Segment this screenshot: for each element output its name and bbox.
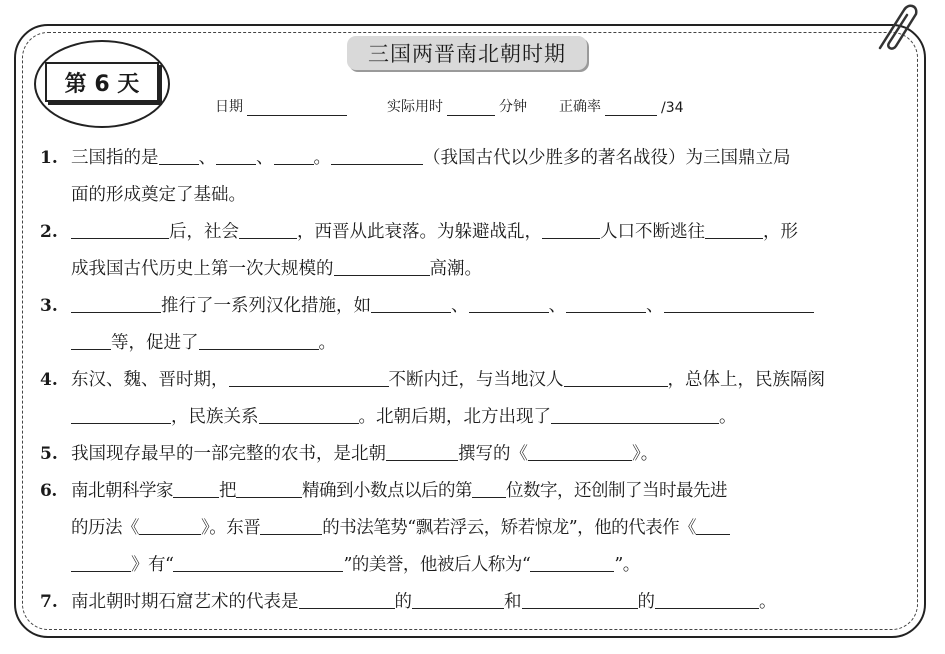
- question-number: 3.: [40, 296, 58, 316]
- time-unit: 分钟: [499, 99, 527, 115]
- accuracy-field[interactable]: [605, 99, 657, 116]
- question-7: 7. 南北朝时期石窟艺术的代表是 的 和 的 。: [40, 584, 900, 621]
- question-5: 5. 我国现存最早的一部完整的农书，是北朝 撰写的《 》。: [40, 436, 900, 473]
- answer-blank[interactable]: [412, 588, 504, 609]
- answer-blank[interactable]: [260, 514, 322, 535]
- answer-blank[interactable]: [71, 551, 131, 572]
- answer-blank[interactable]: [199, 329, 319, 350]
- question-number: 4.: [40, 370, 58, 390]
- answer-blank[interactable]: [530, 551, 614, 572]
- answer-blank[interactable]: [259, 403, 359, 424]
- date-label: 日期: [215, 99, 243, 115]
- answer-blank[interactable]: [371, 292, 451, 313]
- answer-blank[interactable]: [236, 477, 302, 498]
- time-label: 实际用时: [387, 99, 443, 115]
- answer-blank[interactable]: [239, 218, 297, 239]
- day-label: 第 6 天: [45, 62, 159, 102]
- answer-blank[interactable]: [71, 403, 171, 424]
- answer-blank[interactable]: [274, 144, 314, 165]
- answer-blank[interactable]: [159, 144, 199, 165]
- question-3: 3. 推行了一系列汉化措施，如 、 、 、 等，促进了 。: [40, 288, 900, 362]
- question-1: 1. 三国指的是 、 、 。 （我国古代以少胜多的著名战役）为三国鼎立局 面的形成奠定了基础。: [40, 140, 900, 214]
- answer-blank[interactable]: [472, 477, 506, 498]
- question-number: 5.: [40, 444, 58, 464]
- answer-blank[interactable]: [173, 477, 219, 498]
- question-6: 6. 南北朝科学家 把 精确到小数点以后的第 位数字，还创制了当时最先进 的历法《 》。东晋 的书法笔势“飘若浮云，矫若惊龙”，他的代表作《 》有“ ”的美誉，他被后人称为“ ”。: [40, 473, 900, 584]
- question-number: 2.: [40, 222, 58, 242]
- answer-blank[interactable]: [551, 403, 719, 424]
- answer-blank[interactable]: [71, 329, 111, 350]
- answer-blank[interactable]: [566, 292, 646, 313]
- answer-blank[interactable]: [522, 588, 638, 609]
- answer-blank[interactable]: [705, 218, 763, 239]
- answer-blank[interactable]: [71, 218, 169, 239]
- accuracy-total: /34: [661, 100, 684, 116]
- time-field[interactable]: [447, 99, 495, 116]
- answer-blank[interactable]: [216, 144, 256, 165]
- answer-blank[interactable]: [229, 366, 389, 387]
- answer-blank[interactable]: [528, 440, 632, 461]
- question-number: 7.: [40, 592, 58, 612]
- answer-blank[interactable]: [71, 292, 161, 313]
- question-number: 6.: [40, 481, 57, 501]
- answer-blank[interactable]: [655, 588, 759, 609]
- answer-blank[interactable]: [469, 292, 549, 313]
- date-field[interactable]: [247, 99, 347, 116]
- answer-blank[interactable]: [139, 514, 201, 535]
- question-number: 1.: [40, 148, 58, 168]
- questions: [40, 140, 900, 621]
- question-2: 2. 后，社会 ，西晋从此衰落。为躲避战乱， 人口不断逃往 ，形 成我国古代历史上第一次大规模的 高潮。: [40, 214, 900, 288]
- answer-blank[interactable]: [542, 218, 600, 239]
- answer-blank[interactable]: [331, 144, 423, 165]
- answer-blank[interactable]: [564, 366, 668, 387]
- answer-blank[interactable]: [173, 551, 343, 572]
- answer-blank[interactable]: [664, 292, 814, 313]
- answer-blank[interactable]: [696, 514, 730, 535]
- answer-blank[interactable]: [334, 255, 430, 276]
- answer-blank[interactable]: [299, 588, 395, 609]
- question-4: 4. 东汉、魏、晋时期， 不断内迁，与当地汉人 ，总体上，民族隔阂 ，民族关系 。北朝后期，北方出现了 。: [40, 362, 900, 436]
- answer-blank[interactable]: [386, 440, 458, 461]
- info-row: [215, 92, 775, 116]
- page-title: 三国两晋南北朝时期: [347, 36, 587, 70]
- accuracy-label: 正确率: [559, 99, 601, 115]
- paperclip-icon: [866, 0, 926, 60]
